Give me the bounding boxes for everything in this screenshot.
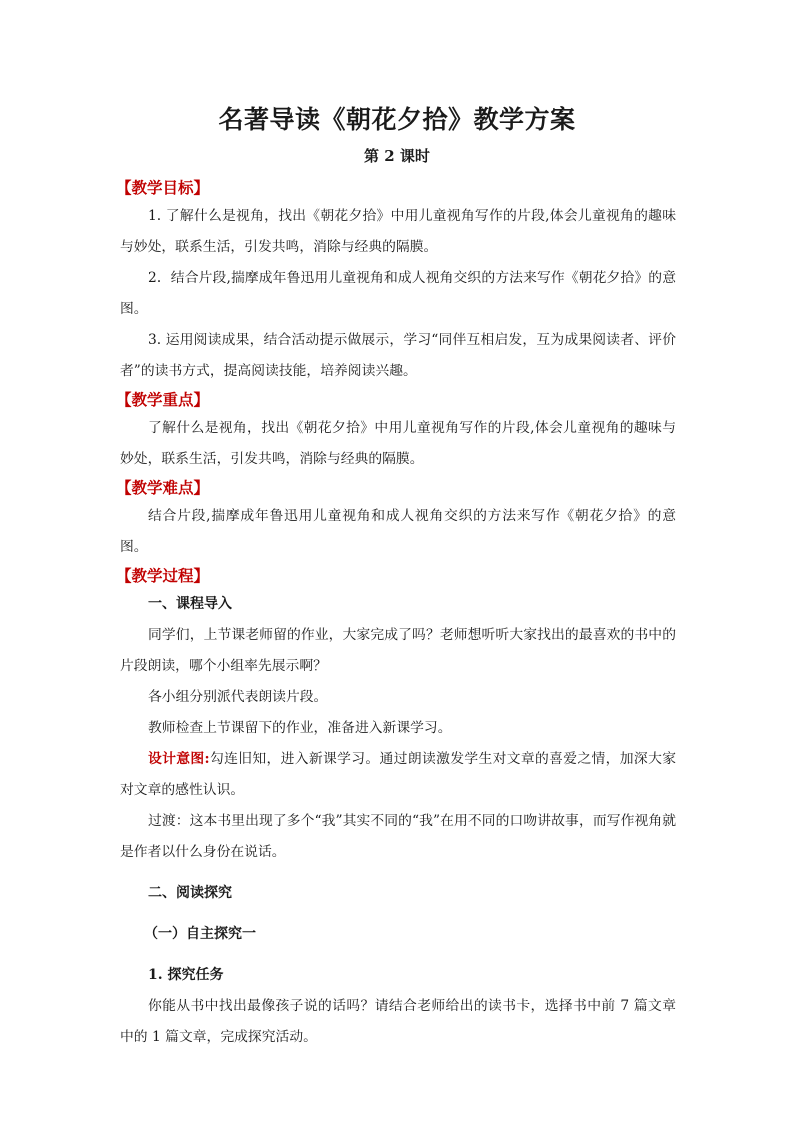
transition-paragraph: 过渡：这本书里出现了多个“我”其实不同的“我”在用不同的口吻讲故事，而写作视角就是作者以什么身份在说话。: [120, 813, 676, 860]
section-heading-focus: 【教学重点】: [116, 390, 210, 409]
task-text: 你能从书中找出最像孩子说的话吗？请结合老师给出的读书卡，选择书中前 7 篇文章中的 1 篇文章，完成探究活动。: [120, 998, 676, 1045]
document-title: 名著导读《朝花夕拾》教学方案: [218, 105, 576, 134]
design-intent-text: 勾连旧知，进入新课学习。通过朗读激发学生对文章的喜爱之情，加深大家对文章的感性认识。: [120, 751, 676, 798]
process-part1-title: 一、课程导入: [148, 596, 232, 612]
focus-text: 了解什么是视角，找出《朝花夕拾》中用儿童视角写作的片段,体会儿童视角的趣味与妙处，联系生活，引发共鸣，消除与经典的隔膜。: [120, 420, 676, 467]
process-part1-paragraph-2: 各小组分别派代表朗读片段。: [148, 689, 328, 705]
process-part2-title: 二、阅读探究: [148, 885, 232, 901]
process-part2-subtitle: （一）自主探究一: [144, 926, 256, 942]
section-heading-process: 【教学过程】: [116, 566, 210, 585]
difficulty-text: 结合片段,揣摩成年鲁迅用儿童视角和成人视角交织的方法来写作《朝花夕拾》的意图。: [120, 508, 676, 555]
goal-item-1: 1. 了解什么是视角，找出《朝花夕拾》中用儿童视角写作的片段,体会儿童视角的趣味与妙处，联系生活，引发共鸣，消除与经典的隔膜。: [120, 208, 676, 255]
goal-item-3: 3. 运用阅读成果，结合活动提示做展示，学习“同伴互相启发，互为成果阅读者、评价者”的读书方式，提高阅读技能，培养阅读兴趣。: [120, 332, 676, 379]
design-intent-label: 设计意图:: [148, 751, 210, 767]
document-body: [116, 175, 676, 1053]
design-intent-paragraph: [120, 744, 676, 806]
section-heading-goals: 【教学目标】: [116, 178, 210, 197]
section-heading-difficulty: 【教学难点】: [116, 478, 210, 497]
goal-item-2: 2．结合片段,揣摩成年鲁迅用儿童视角和成人视角交织的方法来写作《朝花夕拾》的意图。: [120, 270, 676, 317]
process-part1-paragraph-1: 同学们，上节课老师留的作业，大家完成了吗？老师想听听大家找出的最喜欢的书中的片段朗读，哪个小组率先展示啊？: [120, 627, 676, 674]
lesson-subtitle: 第 2 课时: [364, 147, 430, 165]
process-part1-paragraph-3: 教师检查上节课留下的作业，准备进入新课学习。: [148, 720, 452, 736]
task-title: 1. 探究任务: [148, 967, 224, 983]
